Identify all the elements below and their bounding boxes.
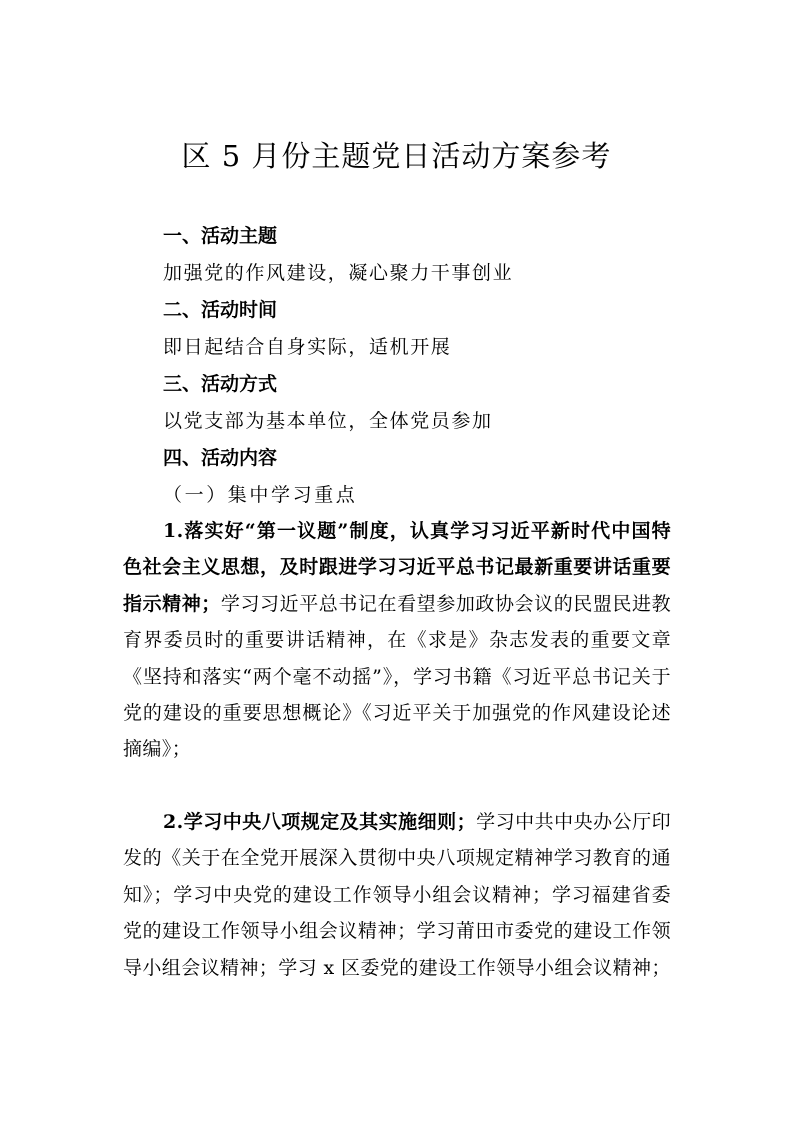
content-item-2-text: 学习中共中央办公厅印发的《关于在全党开展深入贯彻中央八项规定精神学习教育的通知》；学习中央党的建设工作领导小组会议精神；学习福建省委党的建设工作领导小组会议精神；学习莆田市委党的建设工作领导小组会议精神；学习 x 区委党的建设工作领导小组会议精神；	[123, 811, 671, 979]
content-item-1	[123, 513, 671, 768]
document-title: 区 5 月份主题党日活动方案参考	[181, 139, 612, 173]
section-heading-method: 三、活动方式	[163, 373, 278, 395]
section-heading-content: 四、活动内容	[163, 447, 278, 469]
section-content-method: 以党支部为基本单位，全体党员参加	[163, 410, 493, 432]
section-content-theme: 加强党的作风建设，凝心聚力干事创业	[163, 262, 514, 284]
content-item-1-text: 学习习近平总书记在看望参加政协会议的民盟民进教育界委员时的重要讲话精神，在《求是》杂志发表的重要文章《坚持和落实“两个毫不动摇”》，学习书籍《习近平总书记关于党的建设的重要思想概论》《习近平关于加强党的作风建设论述摘编》；	[123, 592, 671, 761]
content-item-1-bold: 1.落实好“第一议题”制度，认真学习习近平新时代中国特色社会主义思想，及时跟进学习习近平总书记最新重要讲话重要指示精神；	[123, 520, 671, 615]
section-heading-theme: 一、活动主题	[163, 225, 278, 247]
section-heading-time: 二、活动时间	[163, 299, 278, 321]
content-item-2	[123, 804, 671, 986]
content-item-2-bold: 2.学习中央八项规定及其实施细则；	[163, 811, 477, 833]
section-content-time: 即日起结合自身实际，适机开展	[163, 336, 452, 358]
subsection-heading-study: （一）集中学习重点	[163, 484, 358, 506]
